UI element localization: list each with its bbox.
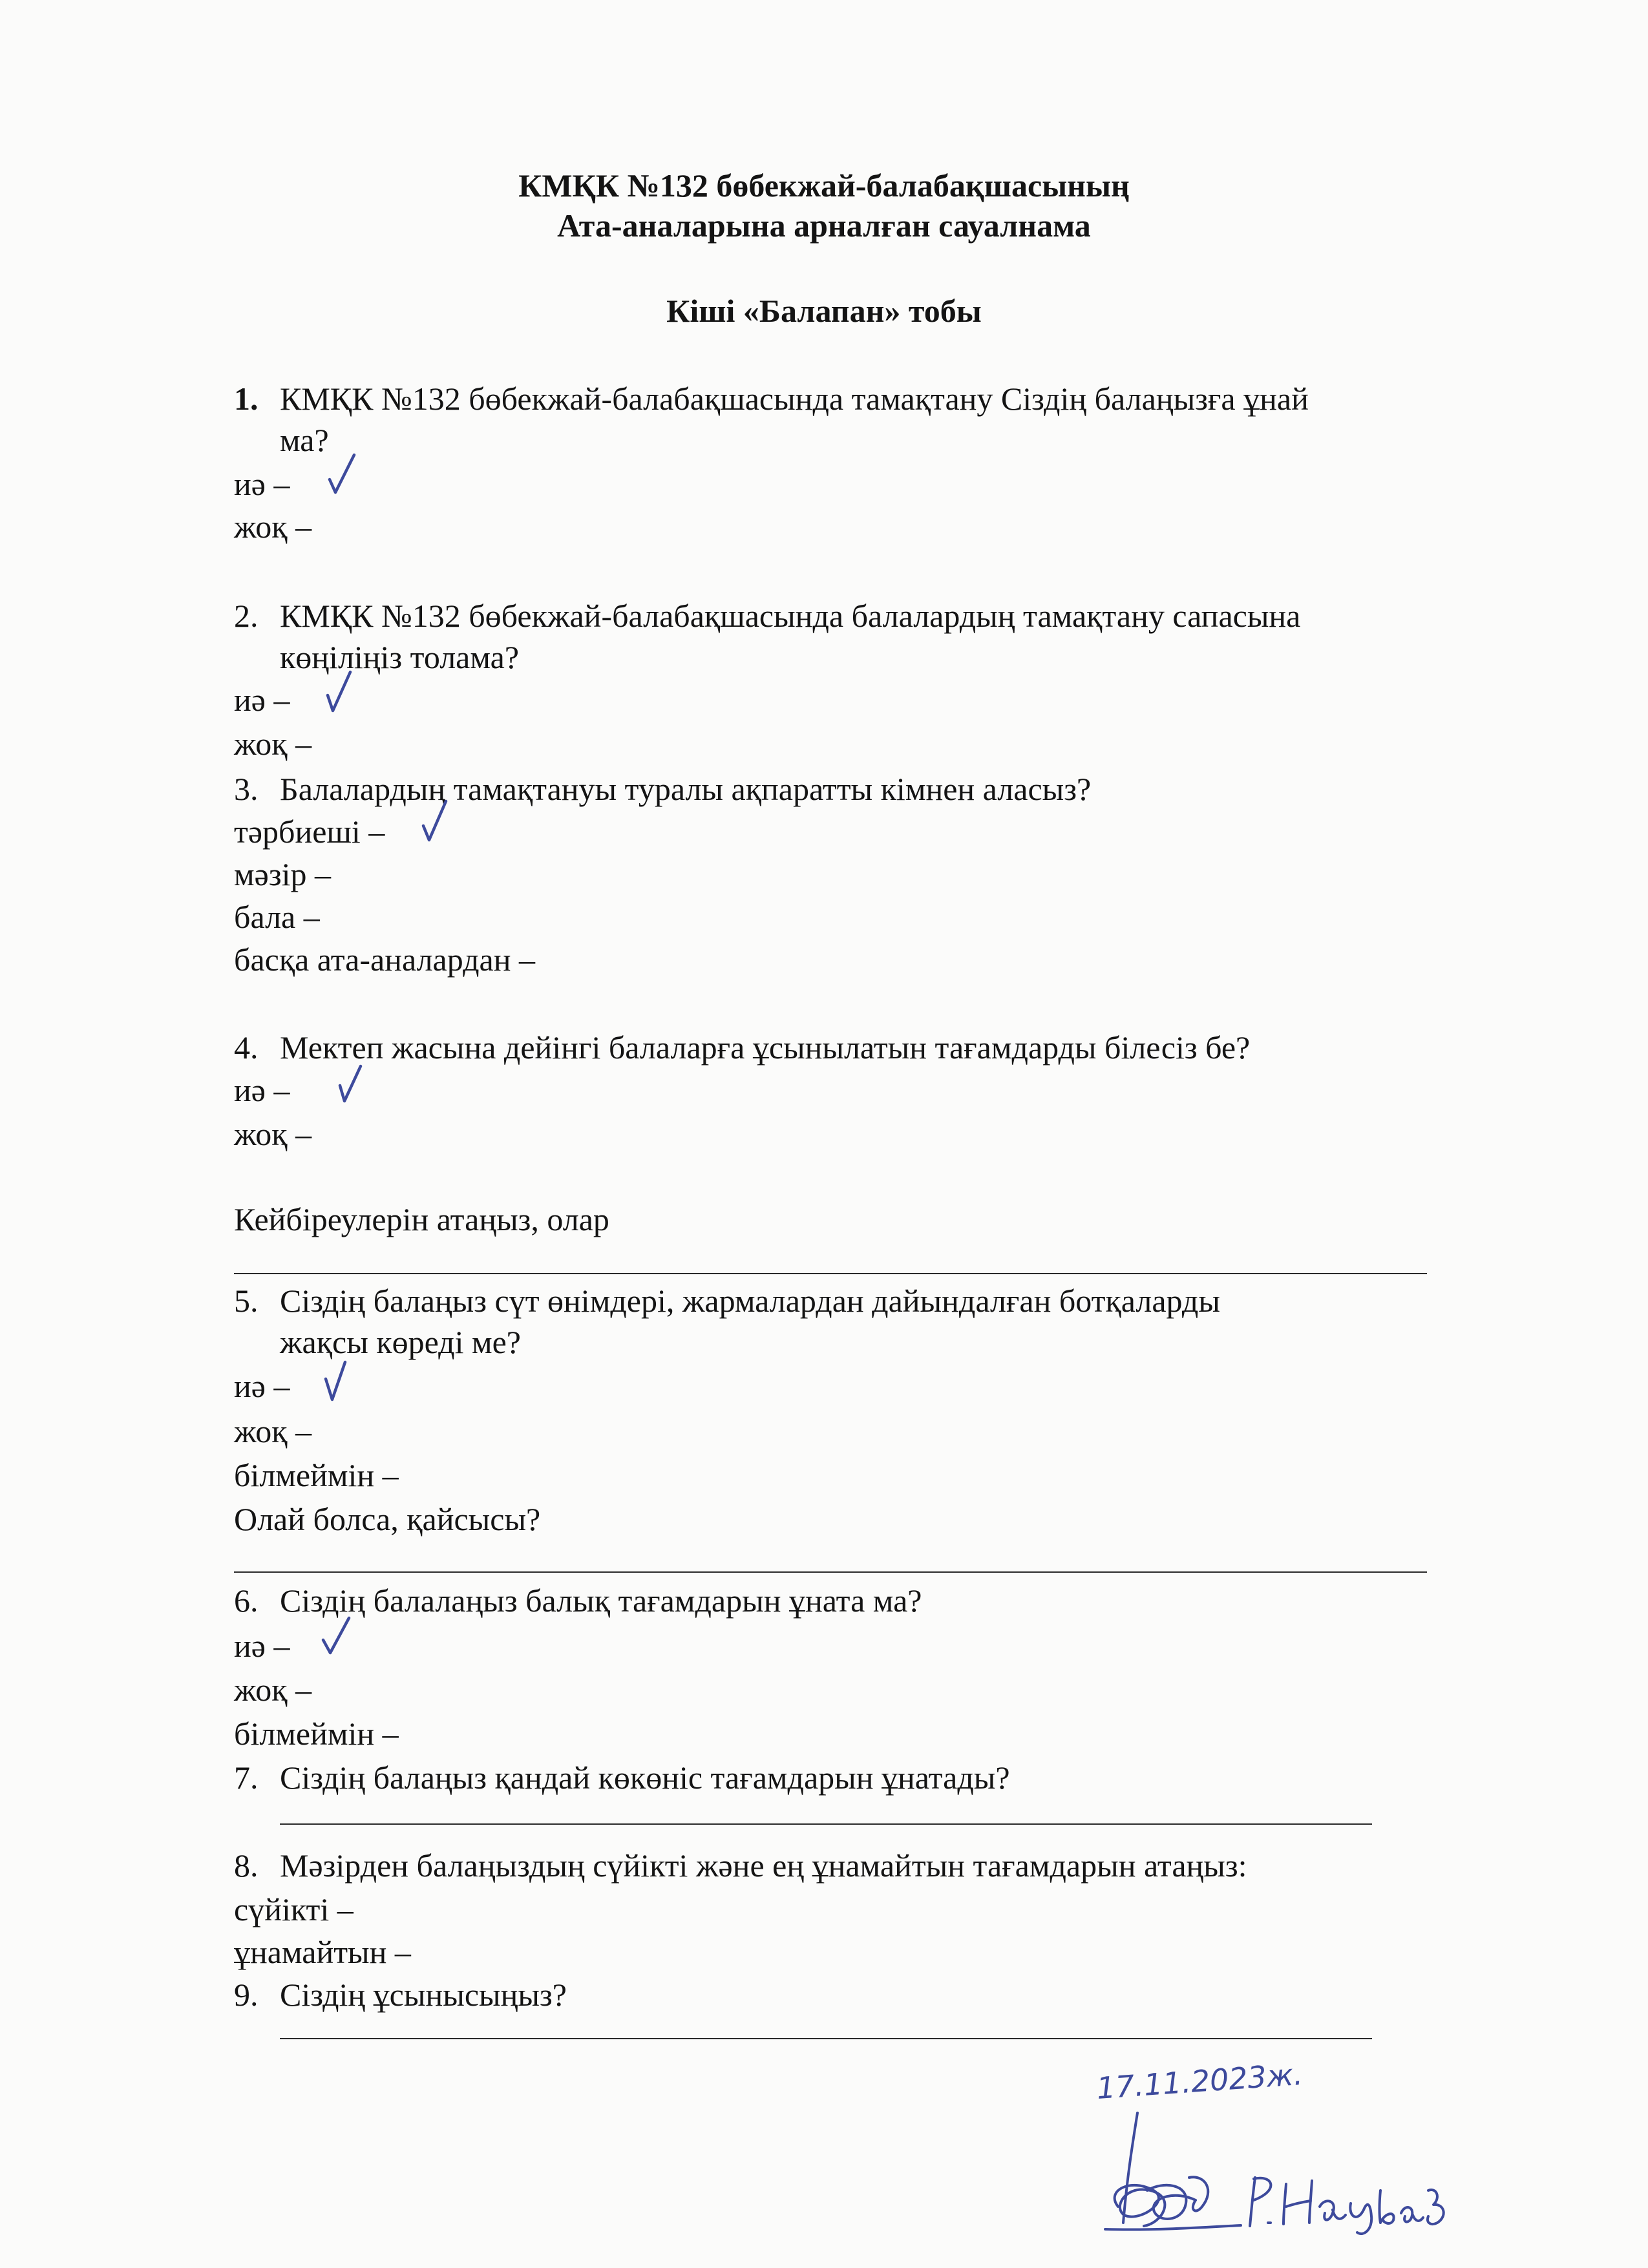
option-yes: иә – bbox=[234, 1072, 290, 1108]
option-child: бала – bbox=[234, 899, 320, 935]
option-no: жоқ – bbox=[234, 1672, 312, 1708]
checkmark-icon bbox=[336, 1064, 367, 1109]
option-no: жоқ – bbox=[234, 1116, 312, 1152]
option-yes: иә – bbox=[234, 1628, 290, 1664]
option-other-parents: басқа ата-аналардан – bbox=[234, 941, 535, 978]
question-number: 9. bbox=[234, 1977, 259, 2013]
option-no: жоқ – bbox=[234, 1413, 312, 1449]
question-1-text: КМҚК №132 бөбекжай-балабақшасында тамақтану Сіздің балаңызға ұнай bbox=[280, 381, 1309, 417]
checkmark-icon bbox=[327, 452, 358, 498]
option-no: жоқ – bbox=[234, 726, 312, 762]
option-disliked: ұнамайтын – bbox=[234, 1934, 411, 1970]
question-2-text: КМҚК №132 бөбекжай-балабақшасында балалардың тамақтану сапасына bbox=[280, 598, 1301, 634]
option-dont-know: білмеймін – bbox=[234, 1457, 399, 1493]
question-4-text: Мектеп жасына дейінгі балаларға ұсынылатын тағамдарды білесіз бе? bbox=[280, 1029, 1251, 1066]
question-1-text-cont: ма? bbox=[280, 422, 329, 458]
question-number: 7. bbox=[234, 1759, 259, 1796]
question-number: 3. bbox=[234, 771, 259, 807]
option-dont-know: білмеймін – bbox=[234, 1716, 399, 1752]
option-yes: иә – bbox=[234, 466, 290, 502]
question-number: 5. bbox=[234, 1283, 259, 1319]
checkmark-icon bbox=[420, 799, 451, 844]
question-number: 1. bbox=[234, 381, 259, 417]
group-name: Кіші «Балапан» тобы bbox=[666, 293, 982, 329]
document-subtitle: Ата-аналарына арналған сауалнама bbox=[557, 207, 1091, 244]
question-number: 4. bbox=[234, 1029, 259, 1066]
question-9-text: Сіздің ұсынысыңыз? bbox=[280, 1977, 567, 2013]
question-7-text: Сіздің балаңыз қандай көкөніс тағамдарын ұнатады? bbox=[280, 1759, 1010, 1796]
option-menu: мәзір – bbox=[234, 856, 331, 892]
answer-line bbox=[234, 1571, 1427, 1573]
document-title: КМҚК №132 бөбекжай-балабақшасының bbox=[518, 167, 1130, 204]
signature-icon bbox=[1092, 2094, 1454, 2249]
question-number: 8. bbox=[234, 1847, 259, 1884]
answer-line bbox=[280, 1823, 1372, 1825]
answer-line bbox=[280, 2038, 1372, 2039]
checkmark-icon bbox=[323, 1360, 354, 1405]
question-6-text: Сіздің балалаңыз балық тағамдарын ұната ма? bbox=[280, 1582, 922, 1619]
question-number: 2. bbox=[234, 598, 259, 634]
question-8-text: Мәзірден балаңыздың сүйікті және ең ұнамайтын тағамдарын атаңыз: bbox=[280, 1847, 1247, 1884]
checkmark-icon bbox=[321, 1614, 352, 1659]
option-teacher: тәрбиеші – bbox=[234, 814, 385, 850]
question-2-text-cont: көңіліңіз толама? bbox=[280, 639, 520, 675]
question-5-text-cont: жақсы көреді ме? bbox=[280, 1324, 521, 1360]
followup-prompt: Кейбіреулерін атаңыз, олар bbox=[234, 1201, 609, 1237]
question-3-text: Балалардың тамақтануы туралы ақпаратты кімнен аласыз? bbox=[280, 771, 1092, 807]
option-no: жоқ – bbox=[234, 509, 312, 545]
svg-text:17.11.2023ж.: 17.11.2023ж. bbox=[1095, 2056, 1304, 2106]
followup-prompt: Олай болса, қайсысы? bbox=[234, 1501, 541, 1537]
option-yes: иә – bbox=[234, 682, 290, 718]
checkmark-icon bbox=[324, 669, 355, 715]
question-5-text: Сіздің балаңыз сүт өнімдері, жармалардан дайындалған ботқаларды bbox=[280, 1283, 1220, 1319]
option-yes: иә – bbox=[234, 1368, 290, 1404]
option-favorite: сүйікті – bbox=[234, 1891, 354, 1927]
question-number: 6. bbox=[234, 1582, 259, 1619]
answer-line bbox=[234, 1273, 1427, 1274]
